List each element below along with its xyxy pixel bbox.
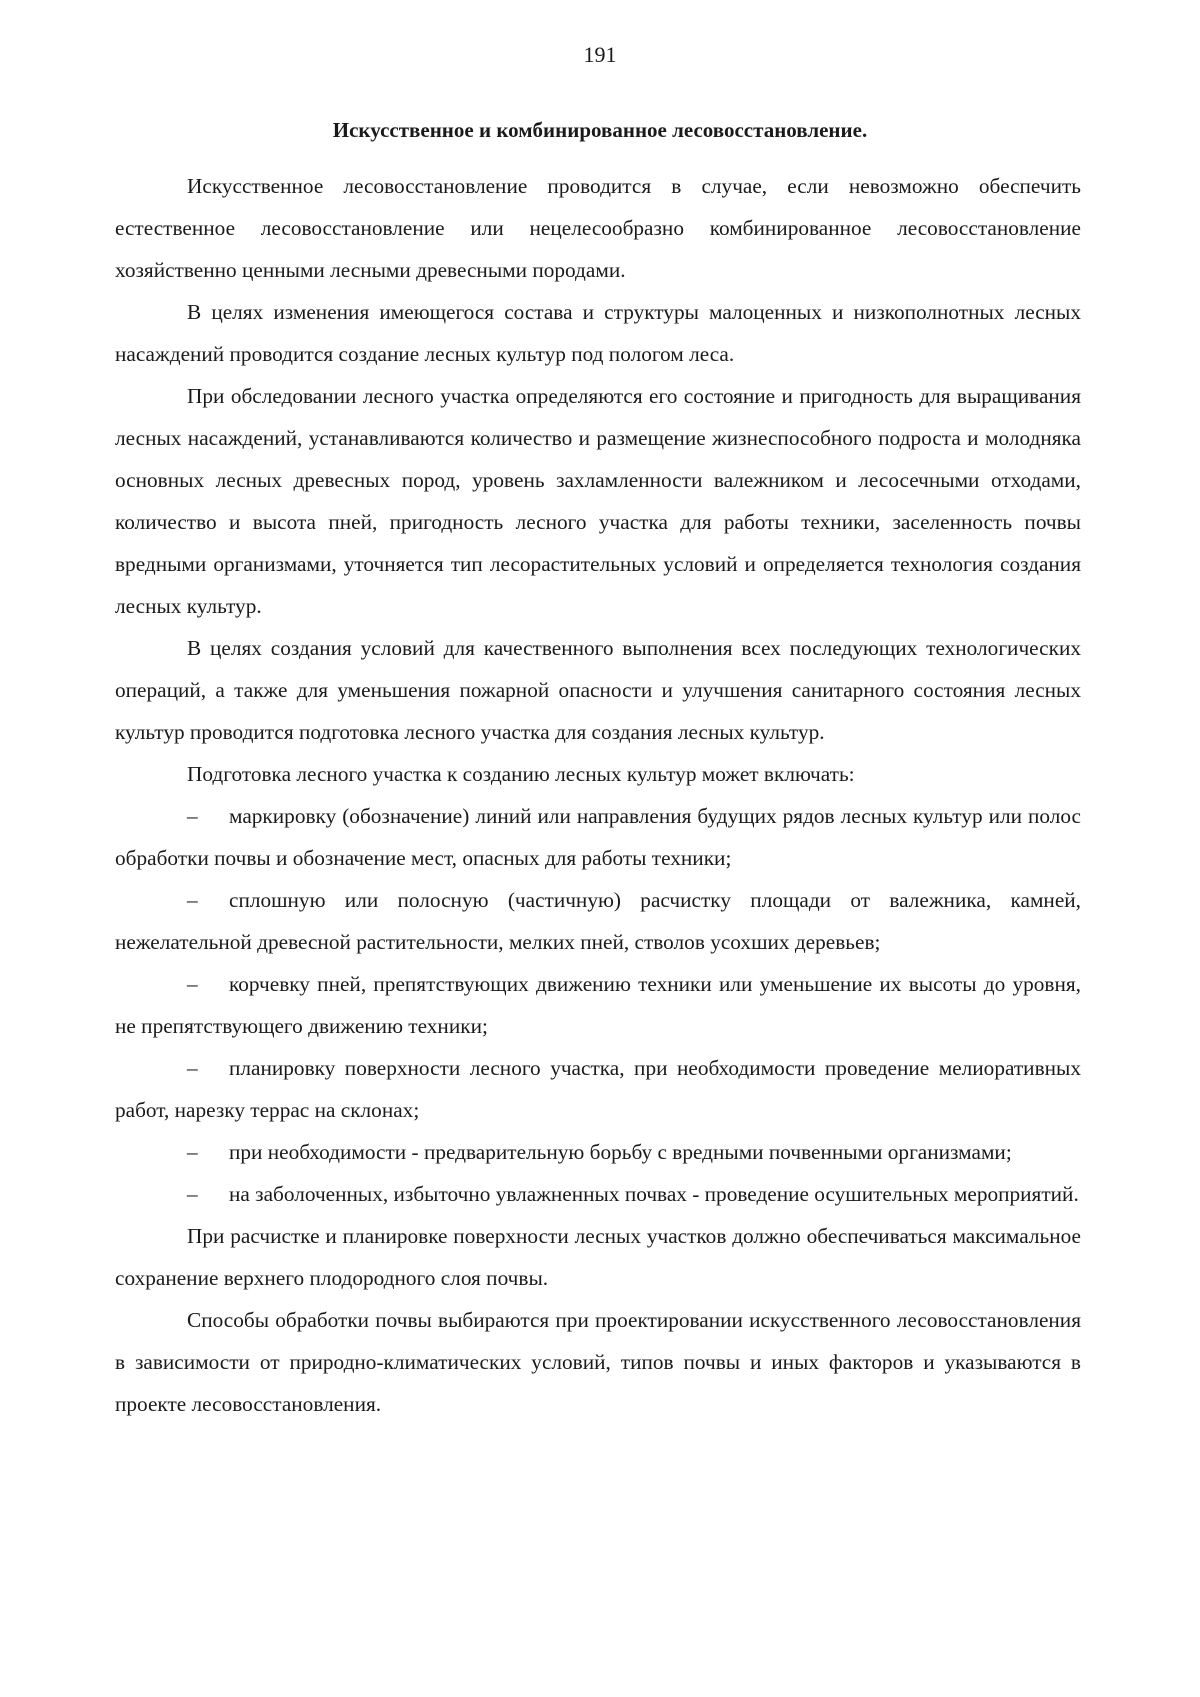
list-item: [115, 963, 1081, 1047]
list-item-text: планировку поверхности лесного участка, при необходимости проведение мелиоративных работ, нарезку террас на склонах;: [115, 1056, 1081, 1122]
list-marker: –: [187, 804, 198, 828]
list-item-text: корчевку пней, препятствующих движению техники или уменьшение их высоты до уровня, не препятствующего движению техники;: [115, 972, 1081, 1038]
list-item: [115, 1131, 1081, 1173]
list-item-text: на заболоченных, избыточно увлажненных почвах - проведение осушительных мероприятий.: [229, 1182, 1079, 1206]
paragraph: При расчистке и планировке поверхности лесных участков должно обеспечиваться максимальное сохранение верхнего плодородного слоя почвы.: [115, 1224, 1081, 1290]
paragraph: В целях создания условий для качественного выполнения всех последующих технологических операций, а также для уменьшения пожарной опасности и улучшения санитарного состояния лесных культур проводится подготовка лесного участка для создания лесных культур.: [115, 636, 1081, 744]
list-marker: –: [187, 1140, 198, 1164]
paragraph: Способы обработки почвы выбираются при проектировании искусственного лесовосстановления в зависимости от природно-климатических условий, типов почвы и иных факторов и указываются в проекте лесовосстановления.: [115, 1308, 1081, 1416]
paragraph: В целях изменения имеющегося состава и структуры малоценных и низкополнотных лесных насаждений проводится создание лесных культур под пологом леса.: [115, 300, 1081, 366]
list-item: [115, 795, 1081, 879]
list-marker: –: [187, 1056, 198, 1080]
list-item-text: при необходимости - предварительную борьбу с вредными почвенными организмами;: [229, 1140, 1012, 1164]
list-item-text: сплошную или полосную (частичную) расчистку площади от валежника, камней, нежелательной древесной растительности, мелких пней, стволов усохших деревьев;: [115, 888, 1081, 954]
page-number: 191: [583, 42, 617, 67]
document-body: [115, 165, 1081, 1425]
list-marker: –: [187, 972, 198, 996]
list-item-text: маркировку (обозначение) линий или направления будущих рядов лесных культур или полос обработки почвы и обозначение мест, опасных для работы техники;: [115, 804, 1081, 870]
list-item: [115, 1047, 1081, 1131]
list-item: [115, 1173, 1081, 1215]
section-title: Искусственное и комбинированное лесовосстановление.: [332, 118, 868, 142]
list-item: [115, 879, 1081, 963]
paragraph: Подготовка лесного участка к созданию лесных культур может включать:: [187, 762, 855, 786]
paragraph: При обследовании лесного участка определяются его состояние и пригодность для выращивания лесных насаждений, устанавливаются количество и размещение жизнеспособного подроста и молодняка основных лесных древесных пород, уровень захламленности валежником и лесосечными отходами, количество и высота пней, пригодность лесного участка для работы техники, заселенность почвы вредными организмами, уточняется тип лесорастительных условий и определяется технология создания лесных культур.: [115, 384, 1081, 618]
paragraph: Искусственное лесовосстановление проводится в случае, если невозможно обеспечить естественное лесовосстановление или нецелесообразно комбинированное лесовосстановление хозяйственно ценными лесными древесными породами.: [115, 174, 1081, 282]
list-marker: –: [187, 1182, 198, 1206]
list-marker: –: [187, 888, 198, 912]
